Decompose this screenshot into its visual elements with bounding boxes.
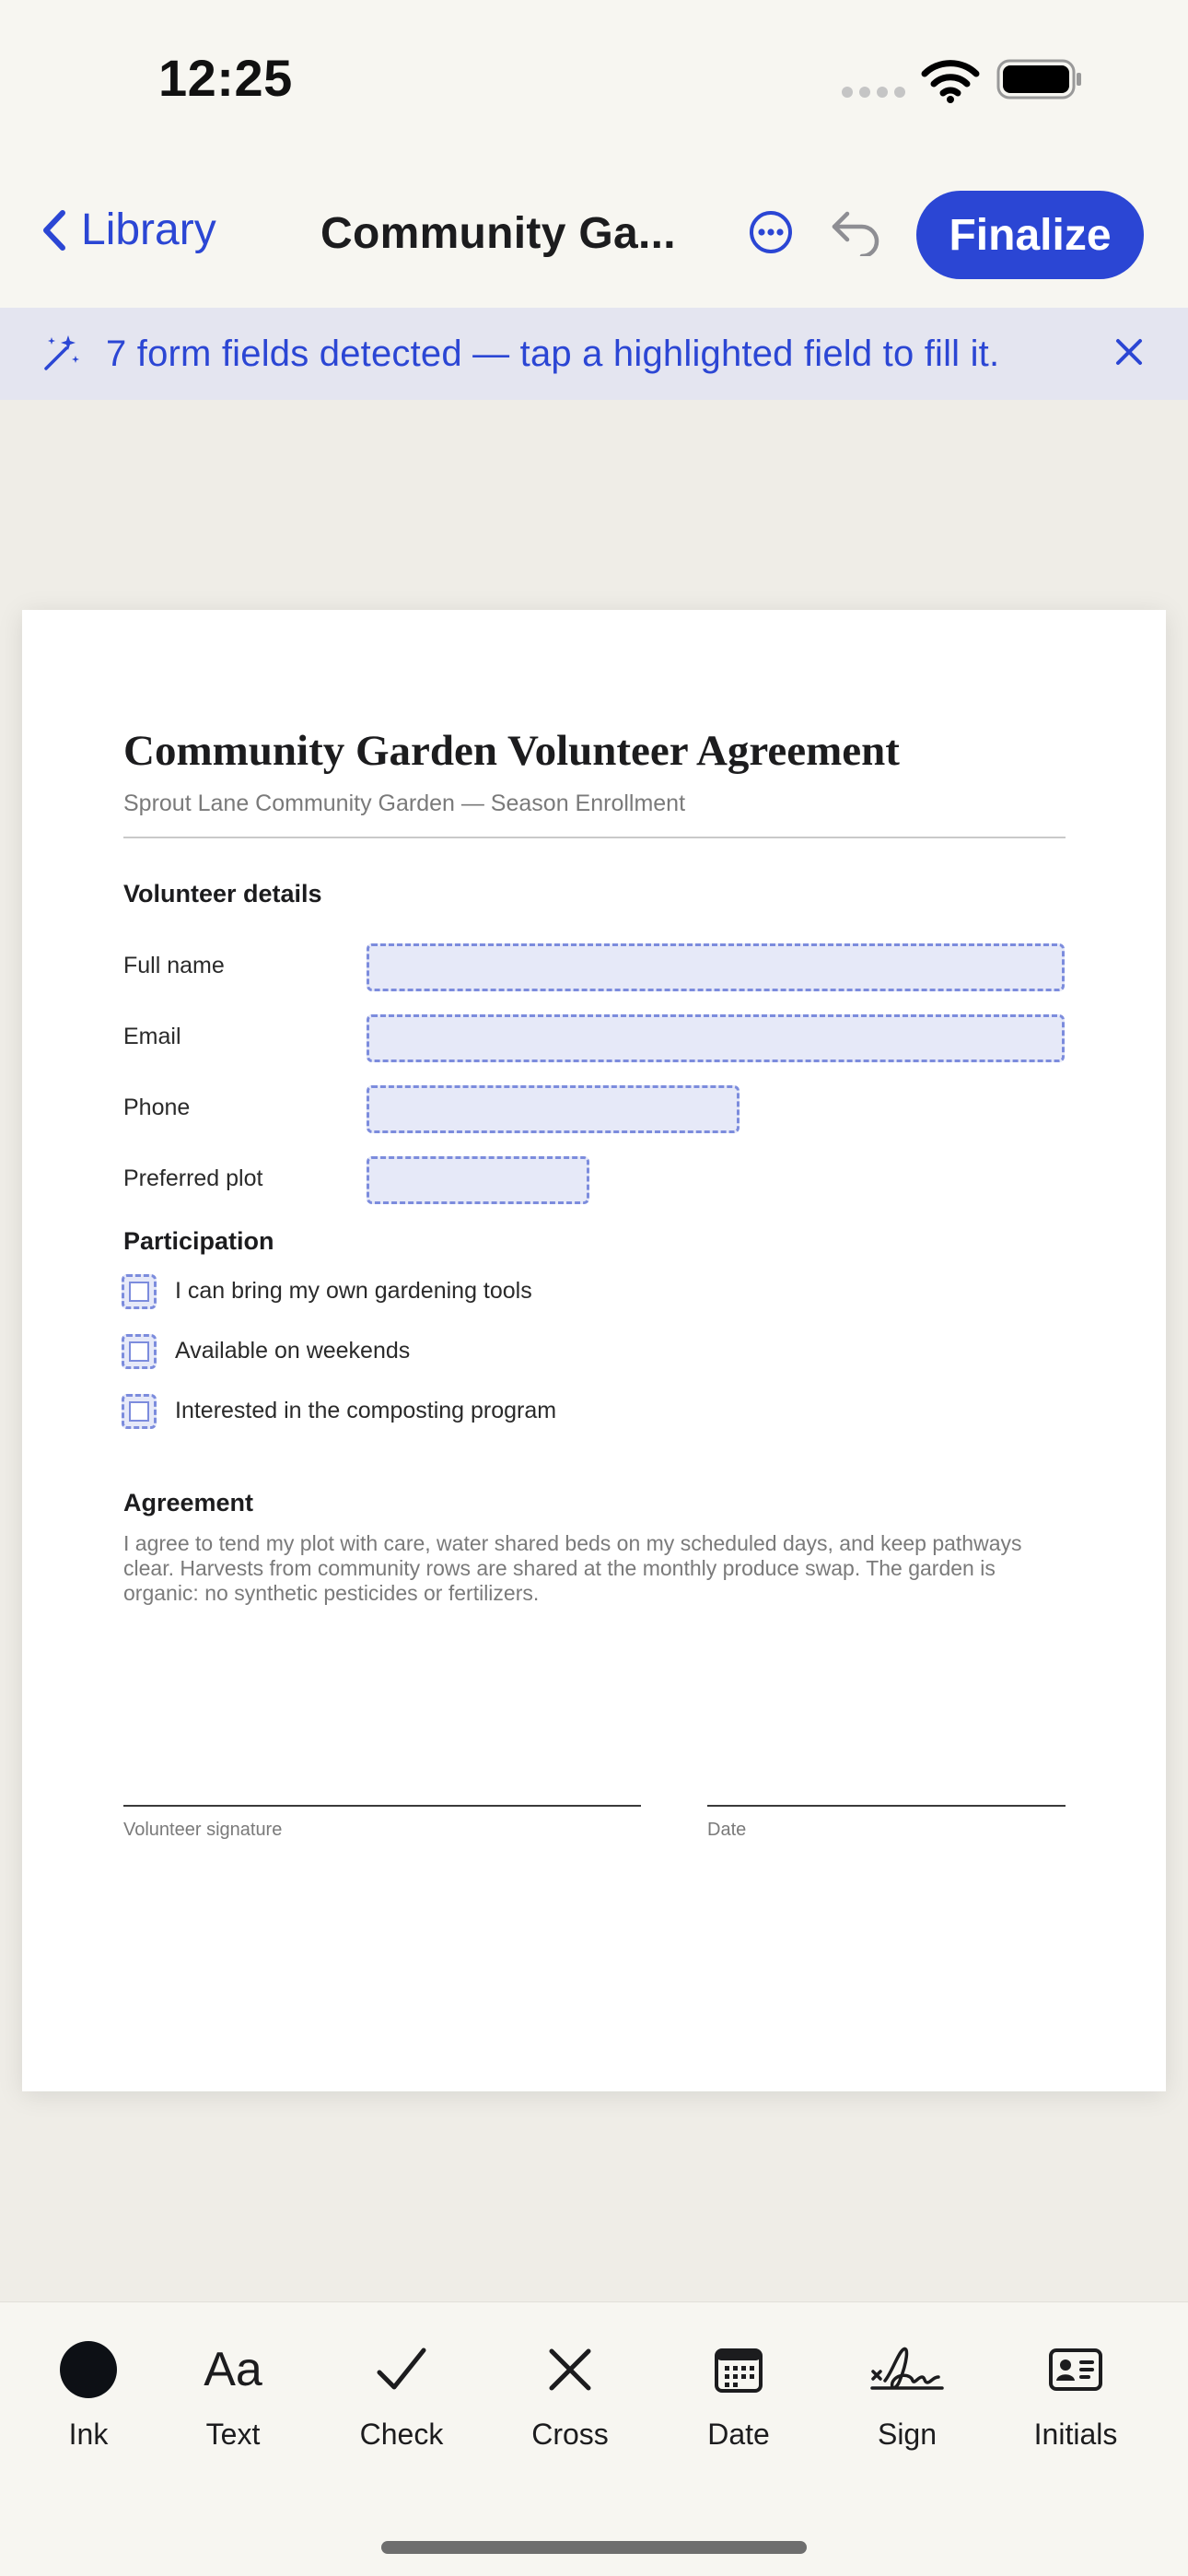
email-field[interactable]: [367, 1014, 1065, 1062]
document-subtitle: Sprout Lane Community Garden — Season Enrollment: [123, 790, 686, 816]
tool-initials[interactable]: [1007, 2336, 1145, 2452]
checkmark-icon: [376, 2336, 427, 2403]
phone-field[interactable]: [367, 1085, 740, 1133]
document-heading: Community Garden Volunteer Agreement: [123, 727, 900, 775]
preferred-plot-field[interactable]: [367, 1156, 589, 1204]
wifi-icon: [921, 59, 980, 103]
more-options-icon[interactable]: [748, 209, 794, 255]
ink-color-icon: [60, 2336, 117, 2403]
tool-sign-label: Sign: [877, 2418, 938, 2451]
text-icon: Aa: [204, 2343, 262, 2396]
tool-date[interactable]: [670, 2336, 808, 2452]
back-button[interactable]: [41, 205, 216, 255]
section-participation: Participation: [123, 1227, 274, 1255]
tool-cross[interactable]: [501, 2336, 639, 2452]
id-card-icon: [1048, 2336, 1103, 2403]
checkbox-own-tools[interactable]: [122, 1274, 157, 1309]
signature-icon: [870, 2336, 944, 2403]
tool-date-label: Date: [707, 2418, 770, 2451]
back-button-label: Library: [81, 205, 216, 254]
checkbox-own-tools-label: I can bring my own gardening tools: [175, 1278, 532, 1304]
tool-check-label: Check: [359, 2418, 444, 2451]
date-label: Date: [707, 1820, 747, 1840]
tool-sign[interactable]: [838, 2336, 976, 2452]
magic-wand-icon: [41, 332, 83, 374]
tool-text-label: Text: [205, 2418, 261, 2451]
checkbox-composting[interactable]: [122, 1394, 157, 1429]
chevron-left-icon: [41, 209, 66, 252]
battery-icon: [996, 59, 1083, 100]
cellular-signal-icon: [842, 87, 905, 98]
checkbox-weekends[interactable]: [122, 1334, 157, 1369]
tool-ink-label: Ink: [68, 2418, 109, 2451]
phone-label: Phone: [123, 1095, 191, 1120]
section-agreement: Agreement: [123, 1489, 254, 1516]
calendar-icon: [714, 2336, 763, 2403]
tool-cross-label: Cross: [531, 2418, 609, 2451]
home-indicator[interactable]: [381, 2541, 807, 2554]
checkbox-weekends-label: Available on weekends: [175, 1338, 411, 1364]
tool-ink[interactable]: [19, 2336, 157, 2452]
date-line[interactable]: [707, 1805, 1066, 1807]
close-icon[interactable]: [1114, 337, 1144, 367]
finalize-button[interactable]: Finalize: [916, 191, 1144, 279]
full-name-label: Full name: [123, 953, 225, 978]
preferred-plot-label: Preferred plot: [123, 1165, 263, 1191]
signature-label: Volunteer signature: [123, 1820, 283, 1840]
email-label: Email: [123, 1024, 181, 1049]
document-title: Community Ga...: [320, 209, 676, 258]
checkbox-composting-label: Interested in the composting program: [175, 1398, 557, 1423]
tool-text[interactable]: [164, 2336, 302, 2452]
agreement-text: I agree to tend my plot with care, water shared beds on my scheduled days, and keep pathways clear. Harvests from community rows are shared at the monthly produce swap. The garden is organic: no synthetic pesticides or fertilizers.: [123, 1531, 1022, 1605]
banner-message: 7 form fields detected — tap a highlighted field to fill it.: [106, 334, 1000, 374]
cross-icon: [548, 2336, 592, 2403]
tool-check[interactable]: [332, 2336, 471, 2452]
section-volunteer-details: Volunteer details: [123, 880, 322, 907]
heading-divider: [123, 837, 1066, 838]
signature-line[interactable]: [123, 1805, 641, 1807]
status-time: 12:25: [158, 49, 293, 107]
tool-initials-label: Initials: [1033, 2418, 1118, 2451]
undo-icon[interactable]: [829, 208, 884, 256]
full-name-field[interactable]: [367, 943, 1065, 991]
